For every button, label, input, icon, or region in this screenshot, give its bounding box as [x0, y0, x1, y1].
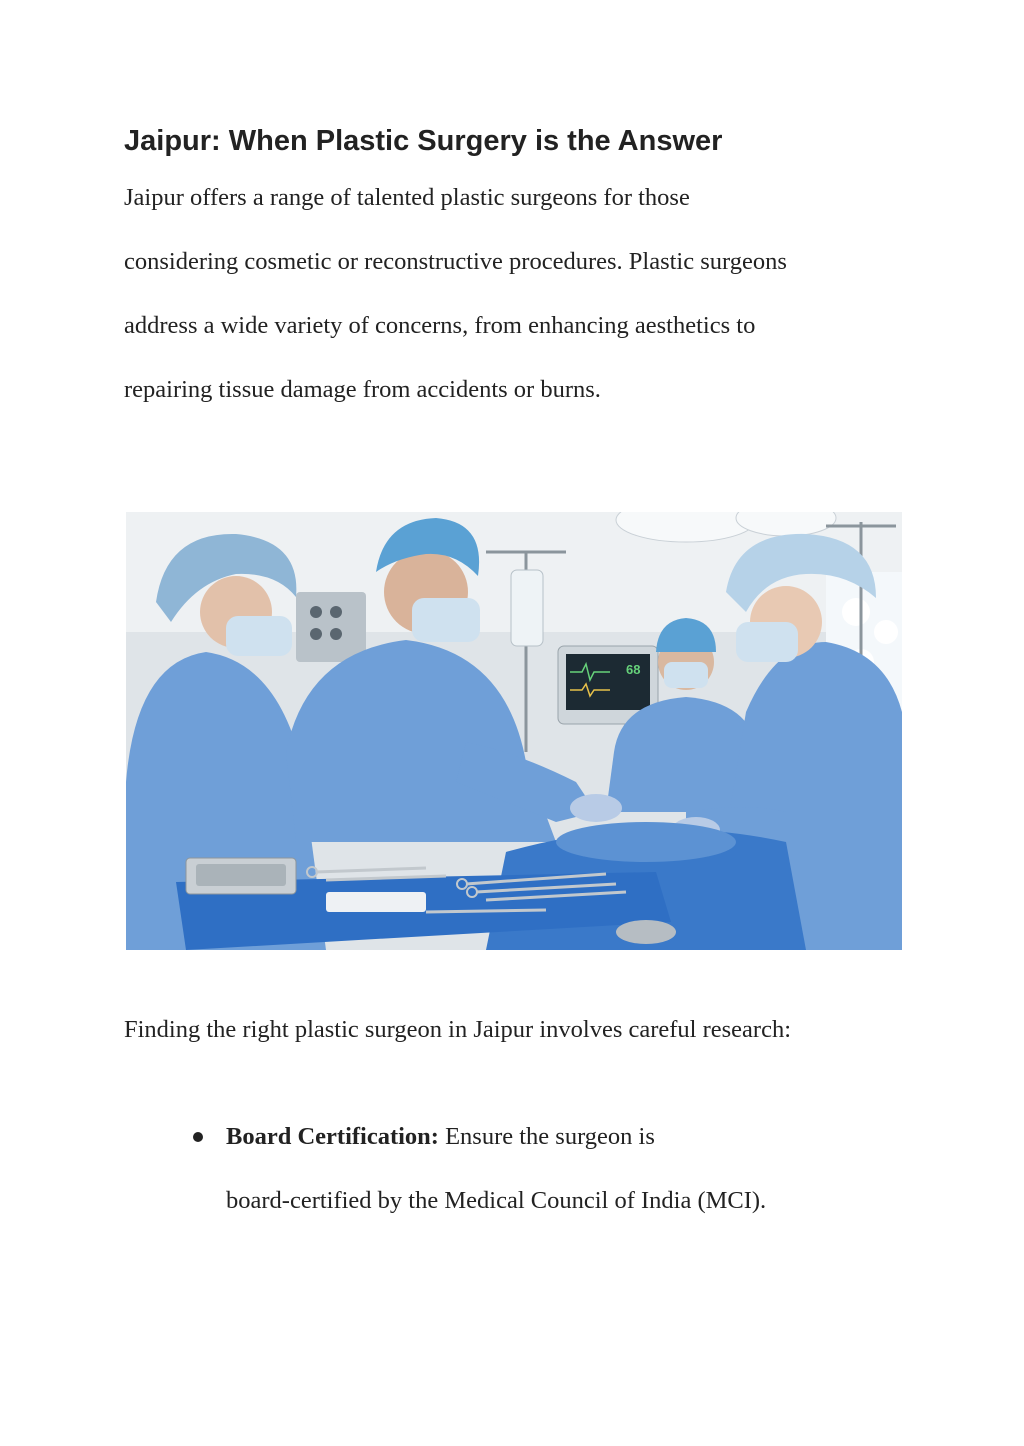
list-item-line [226, 1105, 655, 1169]
operating-room-illustration [126, 512, 902, 950]
intro-paragraph [124, 166, 924, 422]
bullet-icon [193, 1132, 203, 1142]
list-item-line: board-certified by the Medical Council of India (MCI). [226, 1187, 767, 1214]
surgery-photo [126, 512, 902, 950]
intro-line: address a wide variety of concerns, from enhancing aesthetics to [124, 312, 756, 339]
page-title: Jaipur: When Plastic Surgery is the Answer [124, 125, 723, 157]
intro-line: repairing tissue damage from accidents or burns. [124, 376, 601, 403]
monitor-readout: 68 [626, 662, 641, 677]
intro-line: considering cosmetic or reconstructive procedures. Plastic surgeons [124, 248, 787, 275]
research-intro: Finding the right plastic surgeon in Jaipur involves careful research: [124, 1016, 792, 1043]
intro-line: Jaipur offers a range of talented plastic surgeons for those [124, 184, 690, 211]
list-item-title: Board Certification: [226, 1123, 439, 1150]
list-item-text: Ensure the surgeon is [438, 1123, 655, 1150]
